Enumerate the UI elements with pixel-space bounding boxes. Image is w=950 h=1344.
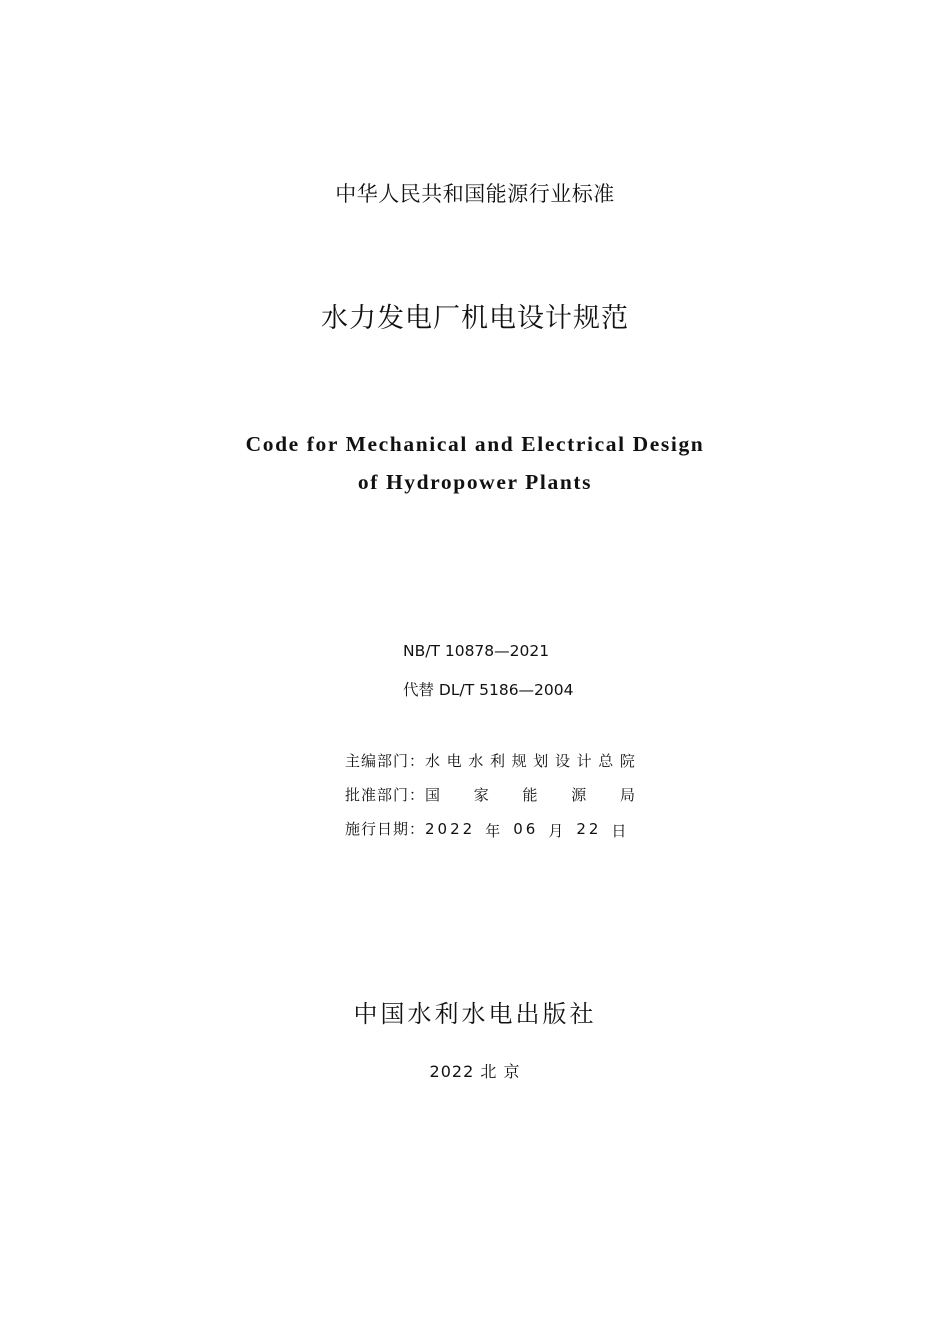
approver-char: 家 [473,786,489,804]
approver-department-row [345,784,635,805]
effective-year: 2022 [425,820,476,838]
approver-char: 局 [619,786,635,804]
editor-char: 利 [489,752,505,770]
editor-char: 水 [425,752,441,770]
effective-date-label: 施行日期： [345,820,426,838]
editor-department-value [425,750,635,771]
editor-char: 院 [619,752,635,770]
industry-standard-heading: 中华人民共和国能源行业标准 [335,182,615,206]
month-unit: 月 [548,822,567,840]
editor-char: 水 [468,752,484,770]
publisher-name: 中国水利水电出版社 [353,1000,597,1028]
year-unit: 年 [485,822,504,840]
english-title-line-2: of Hydropower Plants [357,470,593,494]
approver-department-value [425,784,635,805]
editor-char: 计 [576,752,592,770]
editor-char: 设 [554,752,570,770]
editor-char: 规 [511,752,527,770]
editor-char: 划 [533,752,549,770]
approver-char: 源 [571,786,587,804]
day-unit: 日 [611,822,630,840]
publication-place-year: 2022 北 京 [429,1062,521,1081]
chinese-title: 水力发电厂机电设计规范 [321,303,629,334]
editor-char: 电 [446,752,462,770]
effective-date-row [345,818,635,841]
replaced-standard: 代替 DL/T 5186—2004 [403,681,574,699]
standard-number: NB/T 10878—2021 [403,642,550,660]
english-title-line-1: Code for Mechanical and Electrical Design [245,432,705,456]
effective-date-value [425,820,635,841]
approver-char: 国 [425,786,441,804]
english-title [0,425,950,501]
effective-month: 06 [513,820,539,838]
editor-department-label: 主编部门： [345,752,426,770]
approver-department-label: 批准部门： [345,786,426,804]
editor-char: 总 [598,752,614,770]
effective-day: 22 [576,820,602,838]
editor-department-row [345,750,635,771]
approver-char: 能 [522,786,538,804]
